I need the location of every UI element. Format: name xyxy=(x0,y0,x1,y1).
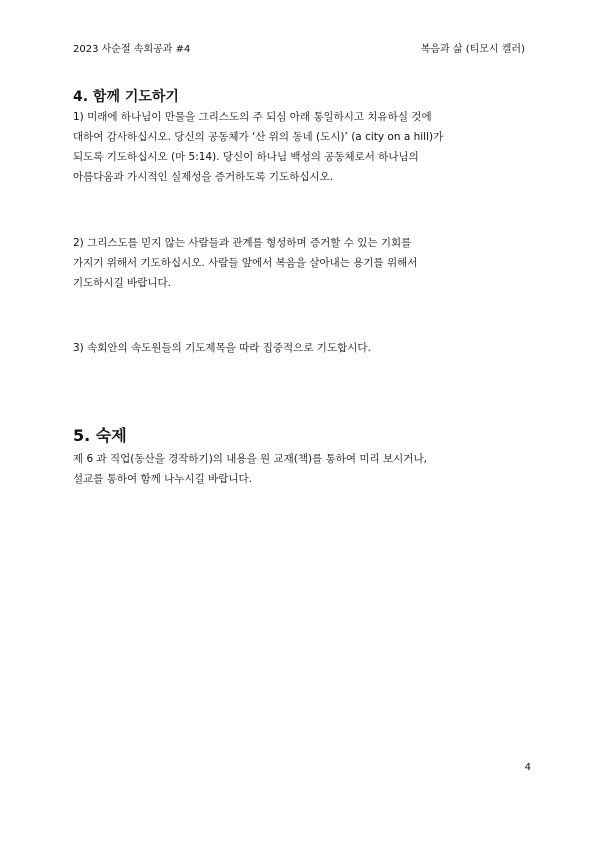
text-line: 제 6 과 직업(동산을 경작하기)의 내용을 원 교재(책)를 통하여 미리 보시거나, xyxy=(73,453,427,465)
text-line: 기도하시길 바랍니다. xyxy=(73,277,171,289)
homework-body xyxy=(73,449,533,489)
prayer-item-3 xyxy=(73,338,533,358)
text-line: 대하여 감사하십시오. 당신의 공동체가 ‘산 위의 동네 (도시)’ (a city on a hill)가 xyxy=(73,131,444,143)
text-line: 가지기 위해서 기도하십시오. 사람들 앞에서 복음을 살아내는 용기를 위해서 xyxy=(73,257,418,269)
text-line: 아름다움과 가시적인 실제성을 증거하도록 기도하십시오. xyxy=(73,171,334,183)
text-line: 1) 미래에 하나님이 만물을 그리스도의 주 되심 아래 통일하시고 치유하실 것에 xyxy=(73,111,432,123)
header-title: 2023 사순절 속회공과 #4 xyxy=(73,44,191,55)
text-line: 되도록 기도하십시오 (마 5:14). 당신이 하나님 백성의 공동체로서 하나님의 xyxy=(73,151,419,163)
text-line: 설교를 통하여 함께 나누시길 바랍니다. xyxy=(73,473,252,485)
prayer-item-1 xyxy=(73,107,533,187)
prayer-item-2 xyxy=(73,233,533,293)
text-line: 2) 그리스도를 믿지 않는 사람들과 관계를 형성하며 증거할 수 있는 기회를 xyxy=(73,237,412,249)
header-subtitle: 복음과 삶 (티모시 켈러) xyxy=(420,44,525,55)
section-heading-homework: 5. 숙제 xyxy=(73,426,127,445)
page-number: 4 xyxy=(524,762,531,773)
text-line: 3) 속회안의 속도원들의 기도제목을 따라 집중적으로 기도합시다. xyxy=(73,342,371,354)
section-heading-prayer: 4. 함께 기도하기 xyxy=(73,89,179,105)
